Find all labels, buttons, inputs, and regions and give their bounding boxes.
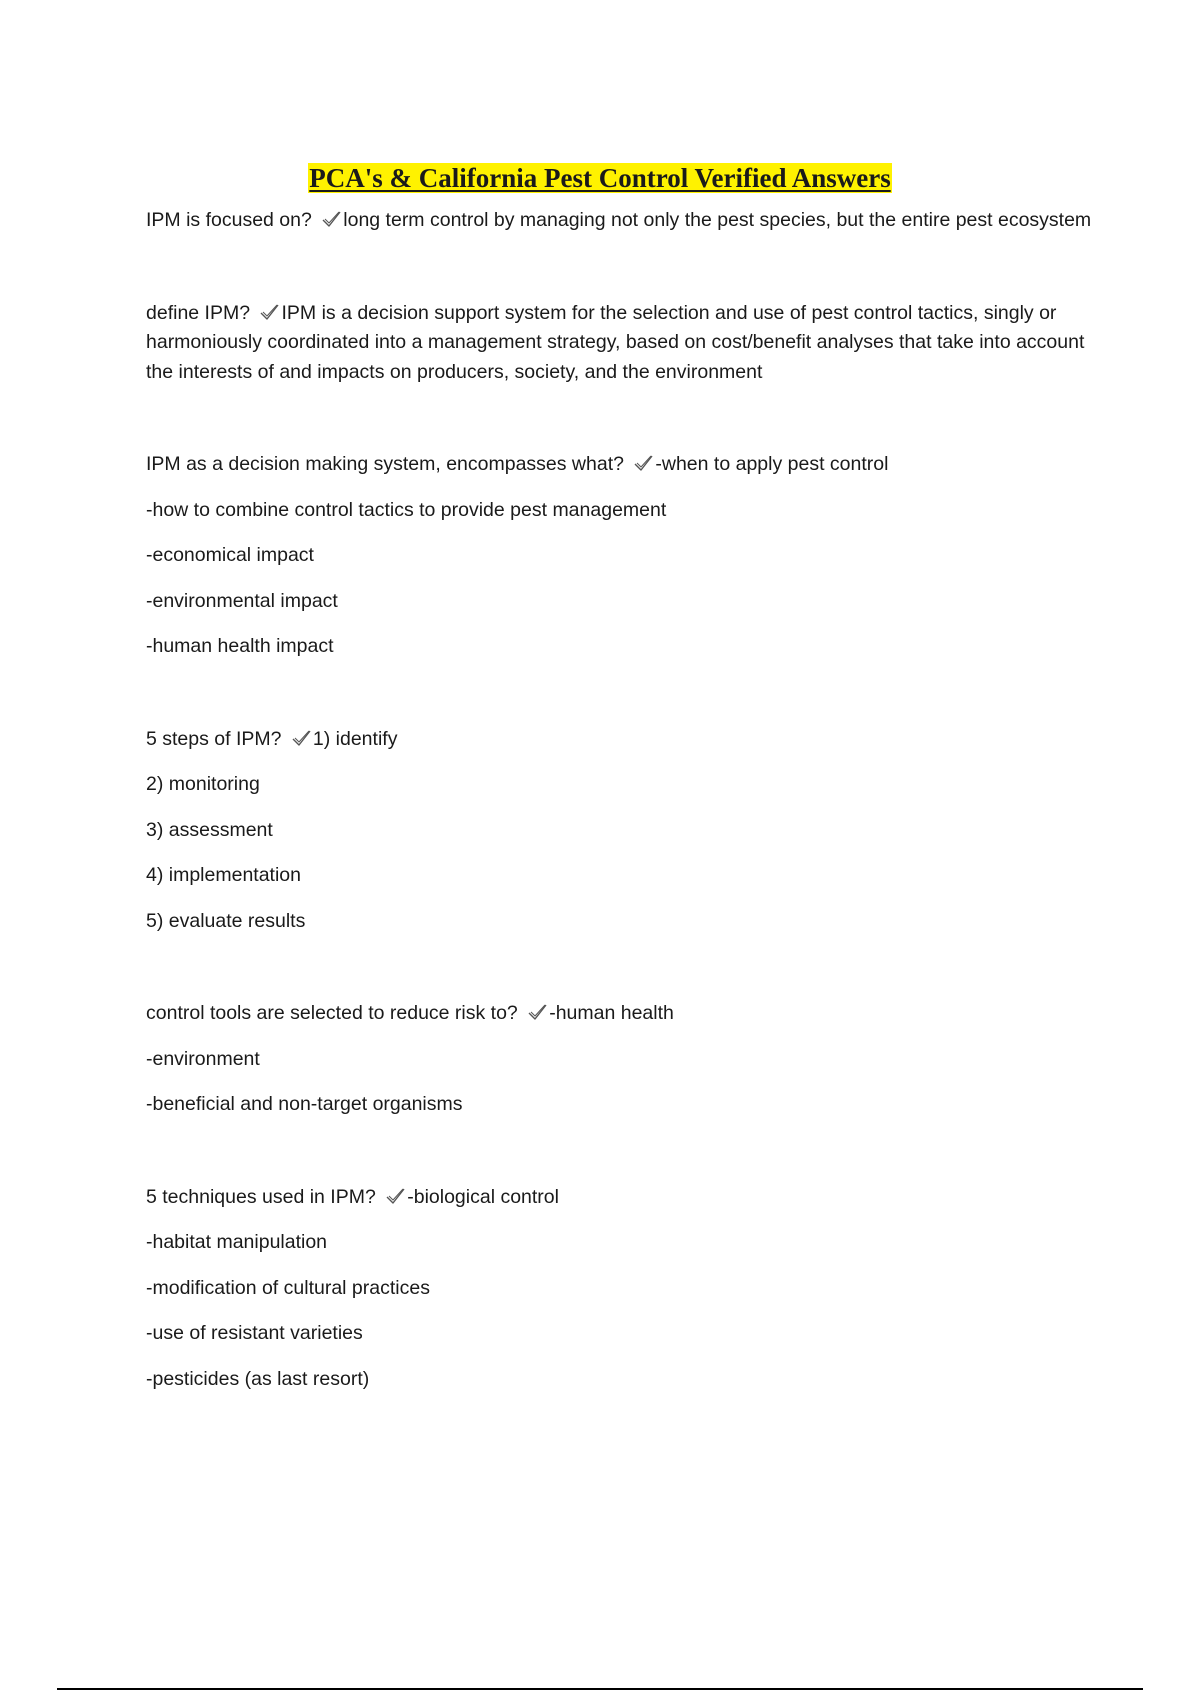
page-title: [0, 161, 1200, 195]
question-line: [146, 299, 1096, 388]
answer-list-item: -environment: [146, 1047, 260, 1070]
answer-list-item: 4) implementation: [146, 864, 301, 886]
answer-list-item: -environmental impact: [146, 589, 338, 612]
question-line: [146, 1183, 1096, 1213]
flashcard: [146, 450, 1096, 662]
footer-rule: [57, 1688, 1143, 1690]
answer-list-item: -modification of cultural practices: [146, 1276, 430, 1299]
answer-text: -human health: [549, 1002, 674, 1024]
answer-list-item: 2) monitoring: [146, 773, 260, 795]
answer-text: IPM is a decision support system for the selection and use of pest control tactics, singly or harmoniously coordinated into a management strategy, based on cost/benefit analyses that take into account the interests of and impacts on producers, society, and the environment: [146, 301, 1085, 383]
question-line: [146, 206, 1096, 236]
check-mark-icon: [321, 209, 342, 229]
answer-list-item: -beneficial and non-target organisms: [146, 1093, 463, 1115]
page-title-text: PCA's & California Pest Control Verified Answers: [309, 163, 891, 194]
question-text: control tools are selected to reduce risk to?: [146, 1002, 518, 1024]
flashcard: [146, 999, 1096, 1120]
flashcard: [146, 725, 1096, 937]
question-line: [146, 999, 1096, 1029]
check-mark-icon: [385, 1186, 406, 1206]
check-mark-icon: [527, 1002, 548, 1022]
answer-text: 1) identify: [312, 727, 398, 750]
answer-list-item: -use of resistant varieties: [146, 1322, 363, 1344]
check-mark-icon: [291, 728, 312, 748]
flashcard: [146, 299, 1096, 388]
answer-list-item: 5) evaluate results: [146, 909, 306, 932]
flashcard: [146, 206, 1096, 236]
answer-list-item: -human health impact: [146, 635, 334, 657]
check-mark-icon: [633, 453, 654, 473]
question-text: IPM is focused on?: [146, 209, 312, 231]
question-text: IPM as a decision making system, encompasses what?: [146, 453, 624, 475]
answer-list-item: -habitat manipulation: [146, 1231, 328, 1253]
answer-list-item: 3) assessment: [146, 818, 273, 841]
answer-text: -when to apply pest control: [655, 453, 889, 475]
flashcard: [146, 1183, 1096, 1395]
question-text: 5 steps of IPM?: [146, 727, 282, 750]
question-text: define IPM?: [146, 301, 251, 324]
flashcard-list: [146, 206, 1096, 1394]
answer-list-item: -pesticides (as last resort): [146, 1367, 370, 1390]
answer-text: long term control by managing not only the pest species, but the entire pest ecosystem: [343, 209, 1092, 231]
answer-text: -biological control: [407, 1185, 559, 1208]
question-line: [146, 450, 1096, 480]
answer-list-item: -how to combine control tactics to provide pest management: [146, 498, 667, 521]
question-text: 5 techniques used in IPM?: [146, 1185, 376, 1208]
check-mark-icon: [259, 302, 280, 322]
answer-list-item: -economical impact: [146, 544, 314, 566]
question-line: [146, 725, 1096, 755]
